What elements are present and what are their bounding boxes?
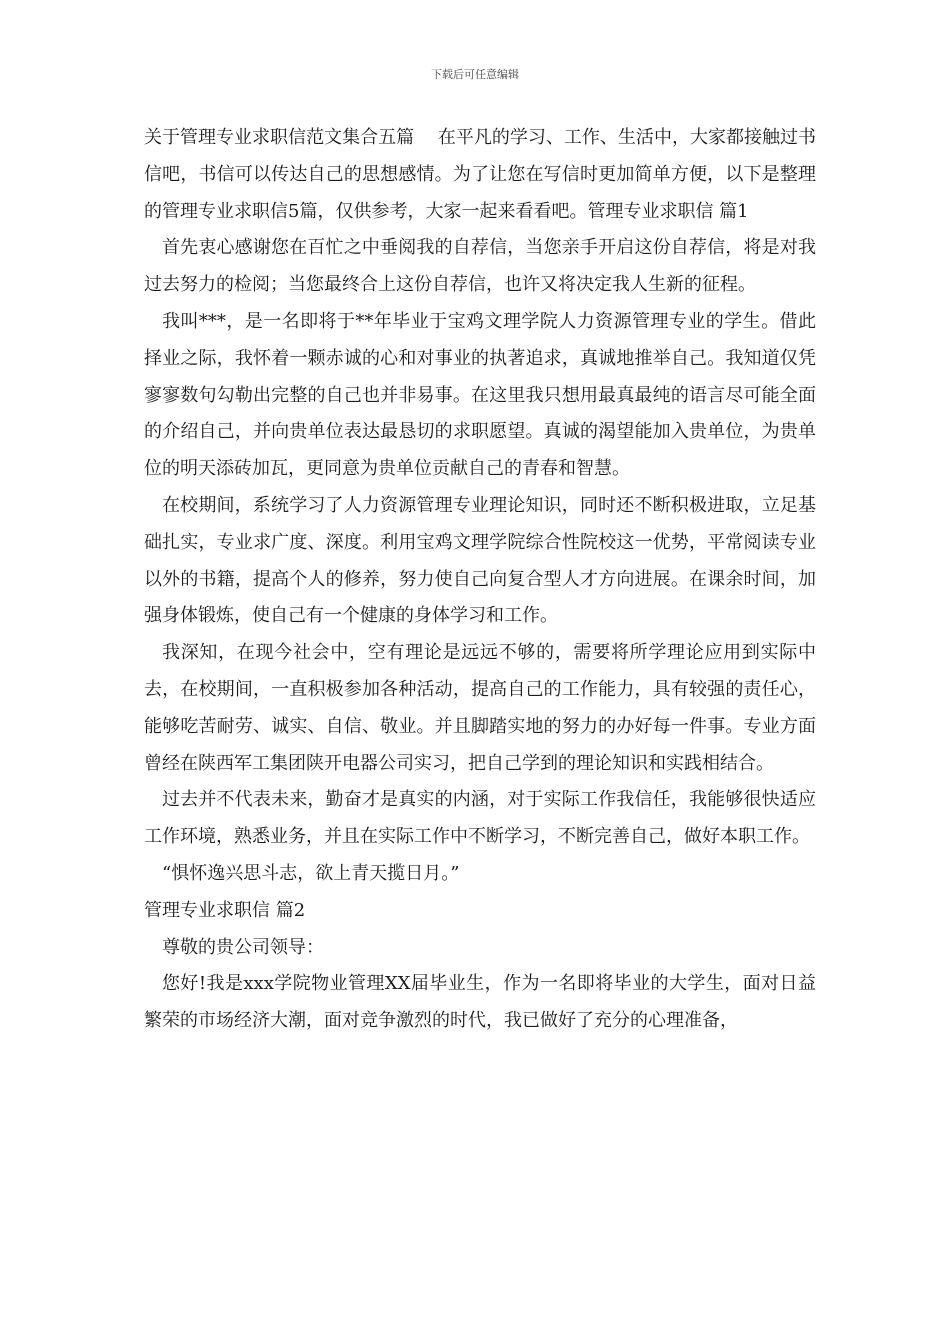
page-header: 下载后可任意编辑	[431, 68, 519, 81]
paragraph: 我深知，在现今社会中，空有理论是远远不够的，需要将所学理论应用到实际中去，在校期间，一直积极参加各种活动，提高自己的工作能力，具有较强的责任心，能够吃苦耐劳、诚实、自信、敬业。并且脚踏实地的努力的办好每一件事。专业方面曾经在陕西军工集团陕开电器公司实习，把自己学到的理论知识和实践相结合。	[144, 642, 816, 774]
quote-paragraph: “惧怀逸兴思斗志，欲上青天揽日月。”	[162, 862, 460, 884]
section-heading: 管理专业求职信 篇2	[144, 899, 306, 921]
paragraph: 过去并不代表未来，勤奋才是真实的内涵，对于实际工作我信任，我能够很快适应工作环境，熟悉业务，并且在实际工作中不断学习，不断完善自己，做好本职工作。	[144, 789, 816, 848]
paragraph-intro: 关于管理专业求职信范文集合五篇 在平凡的学习、工作、生活中，大家都接触过书信吧，书信可以传达自己的思想感情。为了让您在写信时更加简单方便，以下是整理的管理专业求职信5篇，仅供参考，大家一起来看看吧。管理专业求职信 篇1	[144, 127, 816, 222]
paragraph: 首先衷心感谢您在百忙之中垂阅我的自荐信，当您亲手开启这份自荐信，将是对我过去努力的检阅；当您最终合上这份自荐信，也许又将决定我人生新的征程。	[144, 237, 816, 296]
paragraph: 您好!我是xxx学院物业管理XX届毕业生，作为一名即将毕业的大学生，面对日益繁荣的市场经济大潮，面对竞争激烈的时代，我已做好了充分的心理准备，	[144, 973, 816, 1032]
paragraph: 在校期间，系统学习了人力资源管理专业理论知识，同时还不断积极进取，立足基础扎实，专业求广度、深度。利用宝鸡文理学院综合性院校这一优势，平常阅读专业以外的书籍，提高个人的修养，努力使自己向复合型人才方向进展。在课余时间，加强身体锻炼，使自己有一个健康的身体学习和工作。	[144, 494, 816, 627]
document-body	[144, 120, 816, 1040]
paragraph: 我叫***，是一名即将于**年毕业于宝鸡文理学院人力资源管理专业的学生。借此择业之际，我怀着一颗赤诚的心和对事业的执著追求，真诚地推举自己。我知道仅凭寥寥数句勾勒出完整的自己也并非易事。在这里我只想用最真最纯的语言尽可能全面的介绍自己，并向贵单位表达最恳切的求职愿望。真诚的渴望能加入贵单位，为贵单位的明天添砖加瓦，更同意为贵单位贡献自己的青春和智慧。	[144, 310, 816, 480]
salutation: 尊敬的贵公司领导：	[162, 936, 324, 958]
